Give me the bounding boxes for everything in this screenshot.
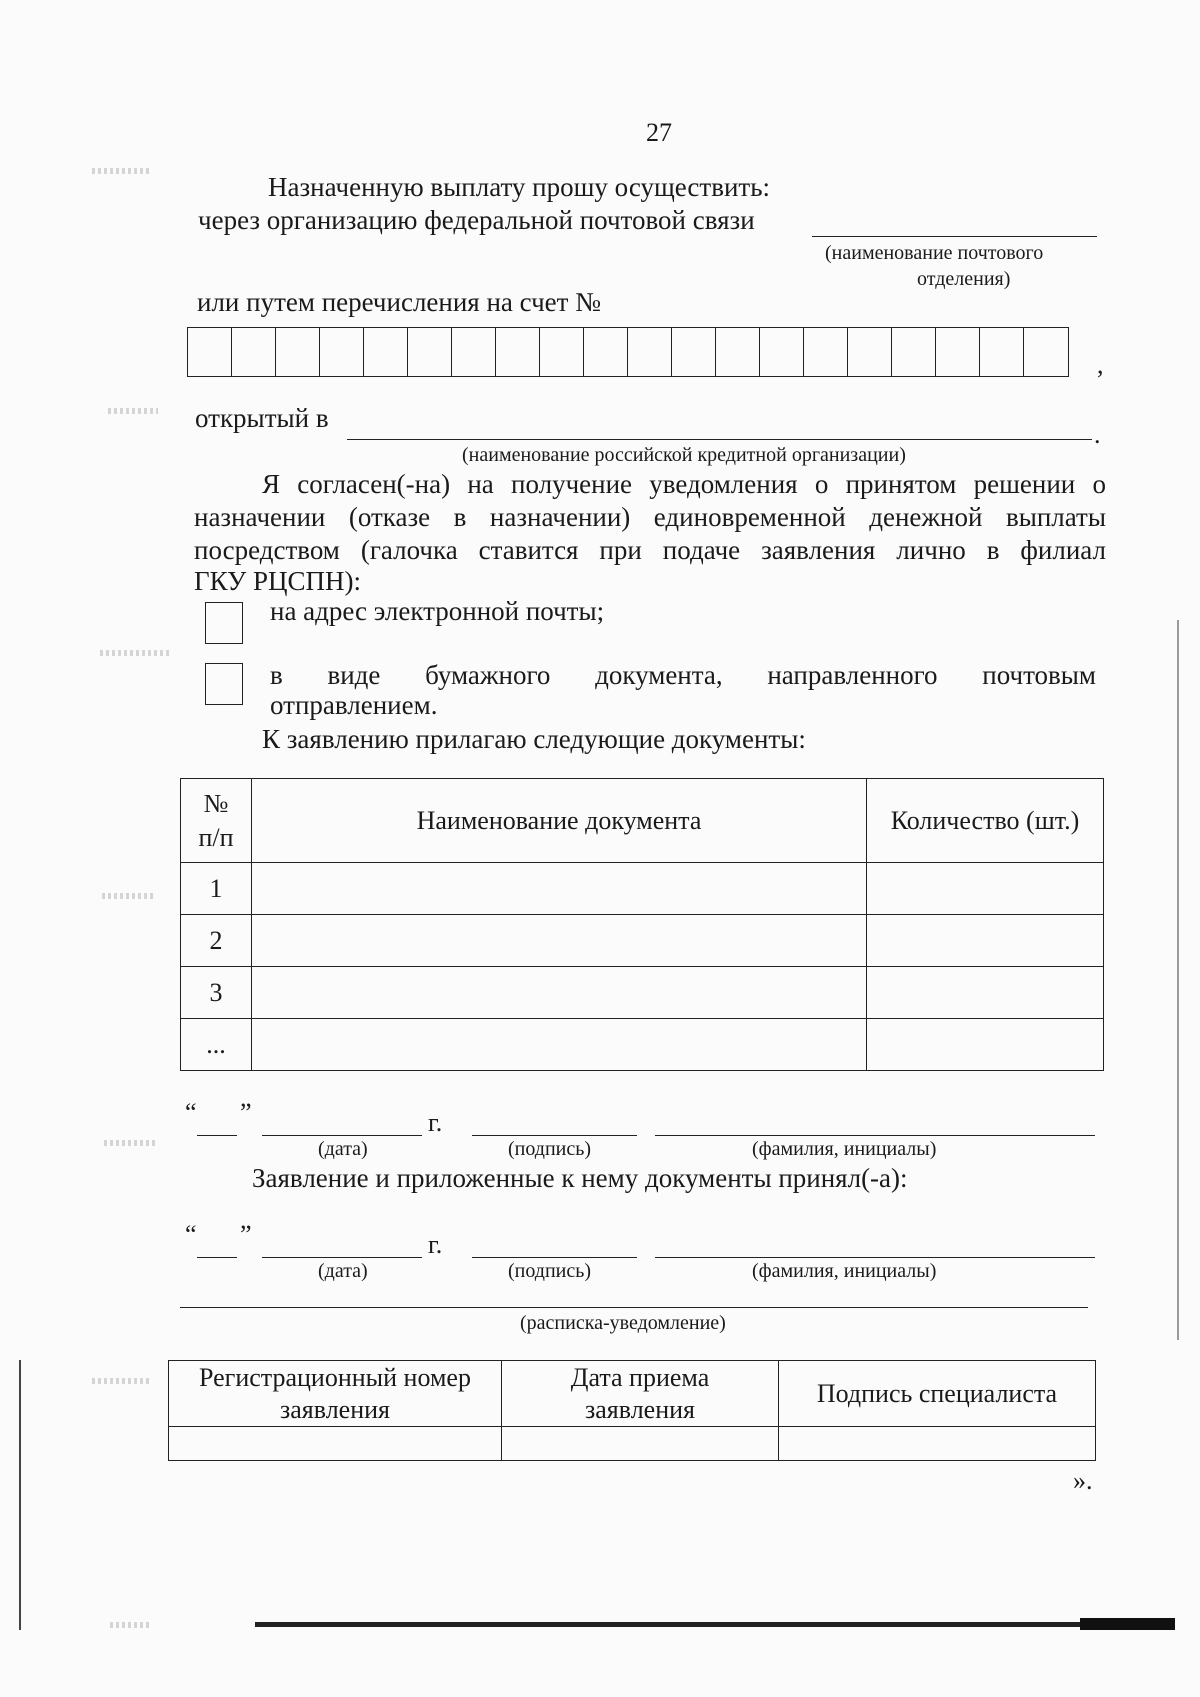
account-digit-cell[interactable] xyxy=(672,328,716,376)
account-digit-cell[interactable] xyxy=(452,328,496,376)
closing-mark: ». xyxy=(1073,1466,1093,1495)
acceptance-date-cell[interactable] xyxy=(502,1427,779,1461)
row-number: ... xyxy=(181,1019,252,1071)
document-name-cell[interactable] xyxy=(252,967,867,1019)
name-field[interactable] xyxy=(655,1135,1095,1136)
account-digit-cell[interactable] xyxy=(848,328,892,376)
account-digit-cell[interactable] xyxy=(540,328,584,376)
document-quantity-cell[interactable] xyxy=(867,915,1104,967)
consent-line-3: посредством (галочка ставится при подаче заявления лично в филиал xyxy=(194,535,1106,565)
scan-artifact xyxy=(92,1378,152,1384)
specialist-signature-cell[interactable] xyxy=(779,1427,1096,1461)
account-digit-cell[interactable] xyxy=(364,328,408,376)
year-suffix-2: г. xyxy=(428,1230,443,1259)
registration-number-header-line1: Регистрационный номер xyxy=(199,1362,471,1392)
account-digit-cell[interactable] xyxy=(408,328,452,376)
consent-line-4: ГКУ РЦСПН): xyxy=(194,566,361,596)
receipt-table xyxy=(168,1360,1096,1461)
document-quantity-cell[interactable] xyxy=(867,967,1104,1019)
bank-caption: (наименование российской кредитной организации) xyxy=(462,444,906,466)
registration-number-header xyxy=(169,1361,502,1427)
signature-field-2[interactable] xyxy=(472,1257,637,1258)
column-header-number xyxy=(181,779,252,863)
name-field-2[interactable] xyxy=(655,1257,1095,1258)
document-name-cell[interactable] xyxy=(252,915,867,967)
column-header-quantity: Количество (шт.) xyxy=(867,779,1104,863)
signature-caption-2: (подпись) xyxy=(508,1260,592,1282)
account-digit-cell[interactable] xyxy=(188,328,232,376)
email-checkbox[interactable] xyxy=(205,602,243,644)
date-quote-close-2: ” xyxy=(240,1220,252,1249)
receipt-separator xyxy=(180,1307,1088,1308)
page-number: 27 xyxy=(646,118,672,147)
date-month-field[interactable] xyxy=(262,1135,422,1136)
postal-option-label: через организацию федеральной почтовой связи xyxy=(198,205,755,235)
account-digit-cell[interactable] xyxy=(496,328,540,376)
date-month-field-2[interactable] xyxy=(262,1257,422,1258)
account-digit-cell[interactable] xyxy=(1024,328,1068,376)
column-header-name: Наименование документа xyxy=(252,779,867,863)
bank-name-field[interactable] xyxy=(347,439,1092,440)
scan-edge-bottom xyxy=(255,1622,1175,1627)
account-number-cells[interactable] xyxy=(187,327,1069,377)
specialist-signature-header: Подпись специалиста xyxy=(779,1361,1096,1427)
opened-in-trailing: . xyxy=(1094,420,1101,449)
account-digit-cell[interactable] xyxy=(804,328,848,376)
consent-line-1: Я согласен(-на) на получение уведомления о принятом решении о xyxy=(262,469,1106,499)
scan-artifact xyxy=(100,650,170,656)
table-row xyxy=(181,863,1104,915)
document-name-cell[interactable] xyxy=(252,1019,867,1071)
postal-office-field[interactable] xyxy=(812,236,1097,237)
account-label: или путем перечисления на счет № xyxy=(197,287,601,317)
accepted-text: Заявление и приложенные к нему документы принял(-а): xyxy=(252,1163,908,1193)
account-trailing-comma: , xyxy=(1097,350,1104,379)
table-row xyxy=(181,967,1104,1019)
column-header-number-line2: п/п xyxy=(198,822,234,852)
signature-field[interactable] xyxy=(472,1135,637,1136)
year-suffix: г. xyxy=(428,1108,443,1137)
registration-number-cell[interactable] xyxy=(169,1427,502,1461)
postal-caption: (наименование почтового xyxy=(825,242,1044,264)
row-number: 3 xyxy=(181,967,252,1019)
document-name-cell[interactable] xyxy=(252,863,867,915)
scan-artifact xyxy=(108,408,158,414)
column-header-number-line1: № xyxy=(203,788,229,818)
name-caption: (фамилия, инициалы) xyxy=(752,1138,937,1160)
account-digit-cell[interactable] xyxy=(760,328,804,376)
email-option-label: на адрес электронной почты; xyxy=(270,596,605,626)
account-digit-cell[interactable] xyxy=(628,328,672,376)
payment-intro: Назначенную выплату прошу осуществить: xyxy=(268,172,771,202)
postal-caption-2: отделения) xyxy=(917,268,1011,290)
scan-artifact xyxy=(104,1140,156,1146)
row-number: 2 xyxy=(181,915,252,967)
scan-edge-bottom-thick xyxy=(1080,1618,1175,1630)
account-digit-cell[interactable] xyxy=(716,328,760,376)
document-quantity-cell[interactable] xyxy=(867,863,1104,915)
opened-in-label: открытый в xyxy=(195,403,329,433)
scan-edge-left xyxy=(19,1360,21,1630)
scan-edge-right xyxy=(1177,620,1179,1340)
account-digit-cell[interactable] xyxy=(320,328,364,376)
paper-option-label-2: отправлением. xyxy=(270,690,438,720)
date-caption-2: (дата) xyxy=(318,1260,368,1282)
registration-number-header-line2: заявления xyxy=(279,1394,390,1424)
account-digit-cell[interactable] xyxy=(276,328,320,376)
document-quantity-cell[interactable] xyxy=(867,1019,1104,1071)
signature-caption: (подпись) xyxy=(508,1138,592,1160)
date-day-field-2[interactable] xyxy=(197,1257,237,1258)
date-quote-open-2: “ xyxy=(185,1220,197,1249)
account-digit-cell[interactable] xyxy=(892,328,936,376)
scan-artifact xyxy=(92,168,152,174)
paper-checkbox[interactable] xyxy=(205,663,243,705)
acceptance-date-header xyxy=(502,1361,779,1427)
scan-artifact xyxy=(102,893,154,899)
acceptance-date-header-line2: заявления xyxy=(584,1394,695,1424)
table-row xyxy=(181,1019,1104,1071)
account-digit-cell[interactable] xyxy=(980,328,1024,376)
acceptance-date-header-line1: Дата приема xyxy=(570,1362,710,1392)
paper-option-label: в виде бумажного документа, направленного почтовым xyxy=(270,660,1096,690)
date-quote-open: “ xyxy=(185,1098,197,1127)
receipt-caption: (расписка-уведомление) xyxy=(520,1312,726,1334)
table-row xyxy=(181,915,1104,967)
account-digit-cell[interactable] xyxy=(584,328,628,376)
scan-artifact xyxy=(110,1622,150,1628)
documents-table xyxy=(180,778,1104,1071)
row-number: 1 xyxy=(181,863,252,915)
consent-line-2: назначении (отказе в назначении) единовременной денежной выплаты xyxy=(194,502,1106,532)
date-day-field[interactable] xyxy=(197,1135,237,1136)
date-quote-close: ” xyxy=(240,1098,252,1127)
name-caption-2: (фамилия, инициалы) xyxy=(752,1260,937,1282)
attachments-intro: К заявлению прилагаю следующие документы: xyxy=(262,724,806,754)
account-digit-cell[interactable] xyxy=(232,328,276,376)
account-digit-cell[interactable] xyxy=(936,328,980,376)
date-caption: (дата) xyxy=(318,1138,368,1160)
